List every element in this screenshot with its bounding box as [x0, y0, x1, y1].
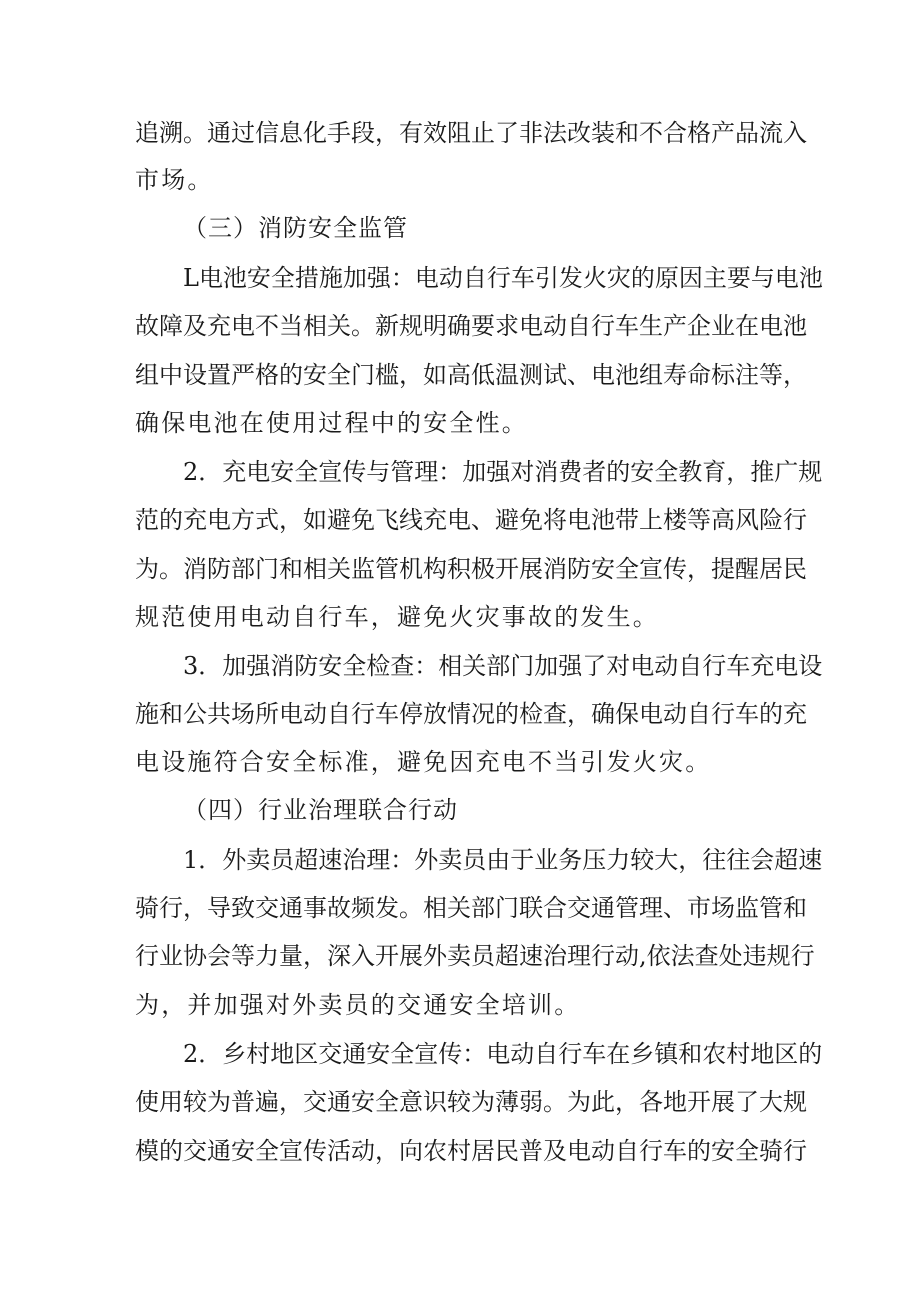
section-heading: （四）行业治理联合行动 [183, 796, 458, 824]
text-line: 施和公共场所电动自行车停放情况的检查，确保电动自行车的充 [135, 700, 807, 728]
text-line: 行业协会等力量，深入开展外卖员超速治理行动,依法查处违规行 [135, 942, 815, 970]
text-line: 确保电池在使用过程中的安全性。 [135, 409, 528, 437]
text-line: 骑行，导致交通事故频发。相关部门联合交通管理、市场监管和 [135, 894, 807, 922]
text-line: 3．加强消防安全检查：相关部门加强了对电动自行车充电设 [183, 652, 823, 680]
text-line: 为，并加强对外卖员的交通安全培训。 [135, 991, 581, 1019]
text-line: 为。消防部门和相关监管机构积极开展消防安全宣传，提醒居民 [135, 555, 807, 583]
text-line: 电设施符合安全标准，避免因充电不当引发火灾。 [135, 748, 712, 776]
text-line: 范的充电方式，如避免飞线充电、避免将电池带上楼等高风险行 [135, 506, 807, 534]
text-line: 追溯。通过信息化手段，有效阻止了非法改装和不合格产品流入 [135, 119, 807, 147]
text-line: 使用较为普遍，交通安全意识较为薄弱。为此，各地开展了大规 [135, 1088, 807, 1116]
section-heading: （三）消防安全监管 [183, 214, 408, 242]
text-line: 2．乡村地区交通安全宣传：电动自行车在乡镇和农村地区的 [183, 1040, 823, 1068]
text-line: 故障及充电不当相关。新规明确要求电动自行车生产企业在电池 [135, 312, 807, 340]
text-line: 1．外卖员超速治理：外卖员由于业务压力较大，往往会超速 [183, 846, 823, 874]
text-line: 2．充电安全宣传与管理：加强对消费者的安全教育，推广规 [183, 458, 823, 486]
text-line: 市场。 [135, 166, 214, 194]
text-line: L电池安全措施加强：电动自行车引发火灾的原因主要与电池 [183, 264, 823, 292]
text-line: 规范使用电动自行车，避免火灾事故的发生。 [135, 603, 659, 631]
text-line: 组中设置严格的安全门槛，如高低温测试、电池组寿命标注等， [135, 361, 807, 389]
text-line: 模的交通安全宣传活动，向农村居民普及电动自行车的安全骑行 [135, 1137, 807, 1165]
